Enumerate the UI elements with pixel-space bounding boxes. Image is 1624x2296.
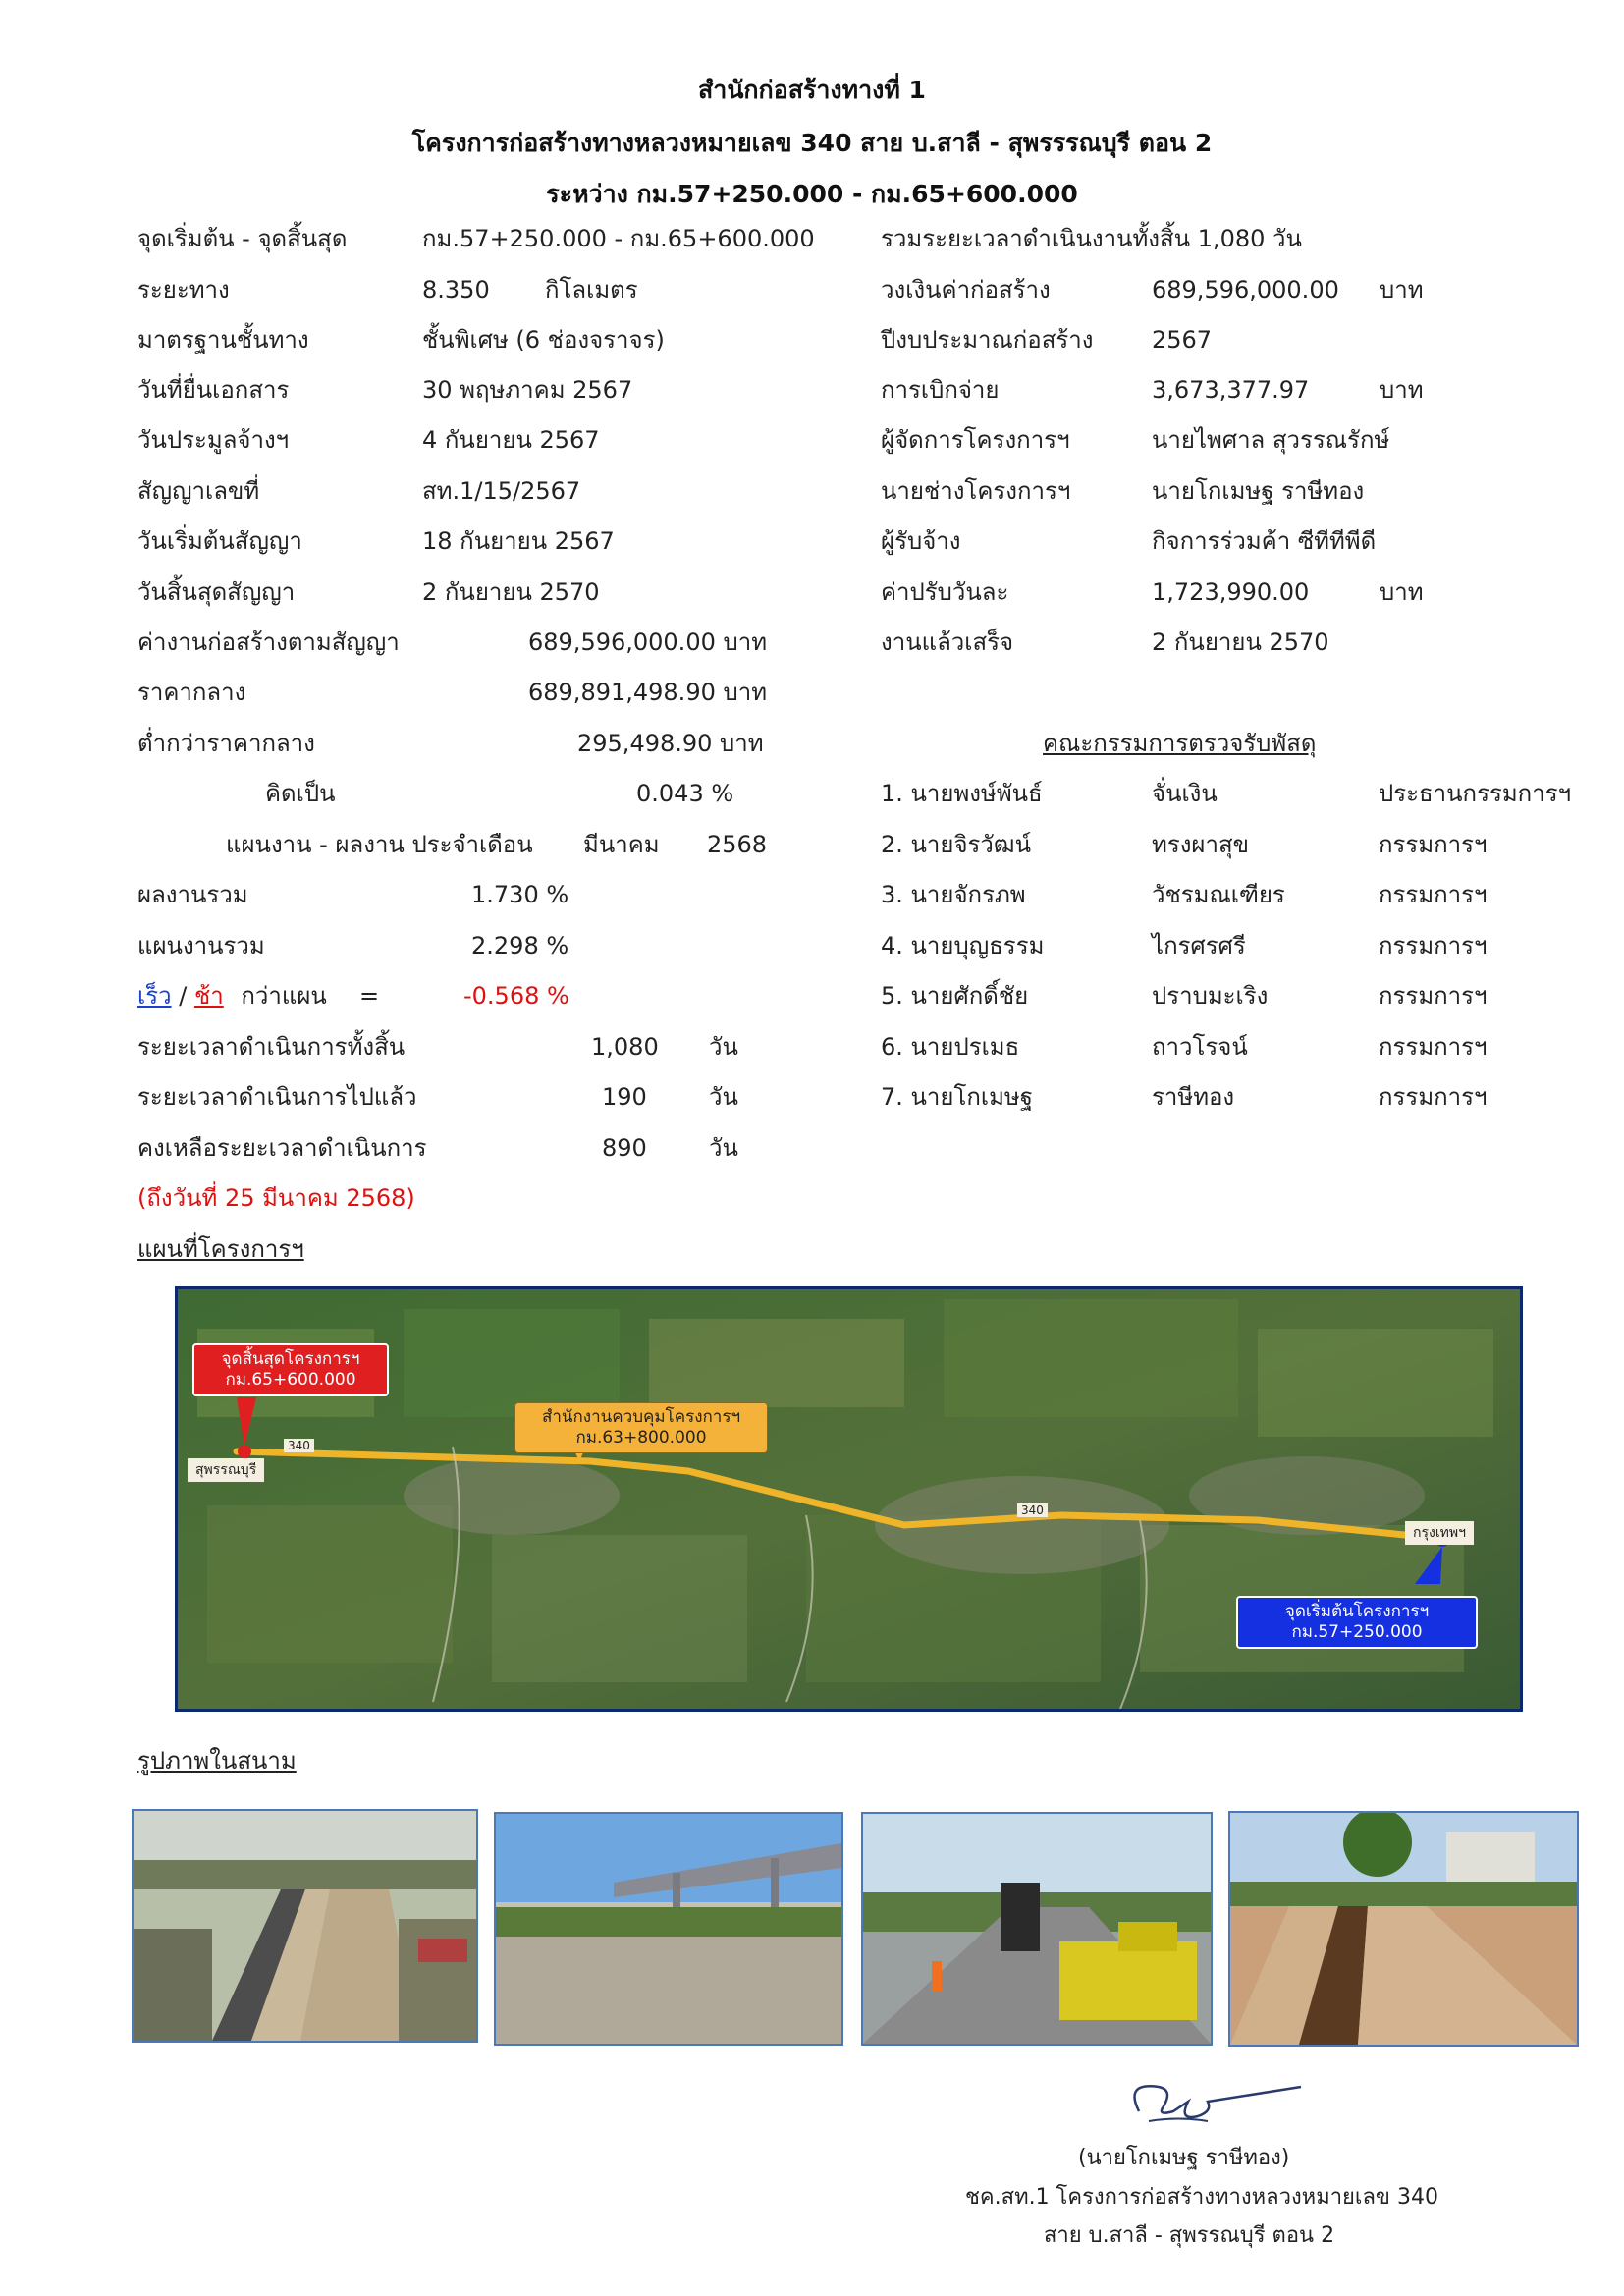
committee-name: 5. นายศักดิ์ชัย [881, 982, 1029, 1010]
duration-unit: วัน [709, 1134, 738, 1162]
committee-surname: ทรงผาสุข [1152, 831, 1250, 858]
info-value: 2 กันยายน 2570 [1152, 629, 1329, 656]
price-value: 295,498.90 บาท [577, 730, 764, 757]
info-label: จุดเริ่มต้น - จุดสิ้นสุด [137, 225, 348, 252]
info-label: วงเงินค่าก่อสร้าง [881, 276, 1051, 303]
committee-role: กรรมการฯ [1379, 1033, 1488, 1061]
route-shield: 340 [284, 1439, 314, 1452]
map-section-title: แผนที่โครงการฯ [137, 1235, 304, 1263]
percent-label: คิดเป็น [265, 780, 336, 807]
info-unit: บาท [1380, 276, 1424, 303]
signature-image [1119, 2062, 1306, 2141]
committee-role: กรรมการฯ [1379, 932, 1488, 959]
info-label: ปีงบประมาณก่อสร้าง [881, 326, 1094, 354]
office-km: กม.63+800.000 [575, 1428, 707, 1448]
info-value: นายโกเมษฐ ราษีทอง [1152, 477, 1365, 505]
diff-row [137, 981, 327, 1011]
plan-value: 2.298 % [471, 932, 569, 959]
duration-value: 190 [602, 1083, 647, 1111]
committee-name: 6. นายปรเมธ [881, 1033, 1020, 1061]
committee-name: 4. นายบุญธรรม [881, 932, 1045, 959]
route-shield: 340 [1017, 1503, 1048, 1517]
info-label: รวมระยะเวลาดำเนินงานทั้งสิ้น 1,080 วัน [881, 225, 1302, 252]
info-value: ชั้นพิเศษ (6 ช่องจราจร) [422, 326, 665, 354]
committee-role: กรรมการฯ [1379, 1083, 1488, 1111]
signer-position: ชค.สท.1 โครงการก่อสร้างทางหลวงหมายเลข 340 [965, 2185, 1438, 2210]
committee-role: กรรมการฯ [1379, 831, 1488, 858]
project-map [175, 1286, 1523, 1712]
info-value: นายไพศาล สุวรรณรักษ์ [1152, 426, 1390, 454]
end-point-label [192, 1343, 389, 1396]
info-label: ผู้รับจ้าง [881, 527, 961, 555]
committee-surname: ถาวโรจน์ [1152, 1033, 1248, 1061]
price-value: 689,891,498.90 บาท [528, 679, 768, 706]
committee-name: 2. นายจิรวัฒน์ [881, 831, 1031, 858]
suphan-direction-label: สุพรรณบุรี [188, 1458, 264, 1482]
committee-name: 3. นายจักรภพ [881, 881, 1026, 908]
info-value: 30 พฤษภาคม 2567 [422, 376, 633, 404]
as-of-date: (ถึงวันที่ 25 มีนาคม 2568) [137, 1184, 415, 1212]
info-value: กิจการร่วมค้า ซีทีทีพีดี [1152, 527, 1377, 555]
result-value: 1.730 % [471, 881, 569, 908]
info-value: 18 กันยายน 2567 [422, 527, 615, 555]
signer-route: สาย บ.สาลี - สุพรรณบุรี ตอน 2 [1044, 2223, 1335, 2248]
info-value: กม.57+250.000 - กม.65+600.000 [422, 225, 815, 252]
info-value: 2 กันยายน 2570 [422, 578, 600, 606]
duration-label: ระยะเวลาดำเนินการไปแล้ว [137, 1083, 417, 1111]
price-value: 689,596,000.00 บาท [528, 629, 768, 656]
signer-name: (นายโกเมษฐ ราษีทอง) [1078, 2146, 1290, 2170]
diff-value: -0.568 % [463, 982, 569, 1010]
result-label: ผลงานรวม [137, 881, 248, 908]
info-label: วันสิ้นสุดสัญญา [137, 578, 296, 606]
duration-label: คงเหลือระยะเวลาดำเนินการ [137, 1134, 427, 1162]
price-label: ราคากลาง [137, 679, 246, 706]
fast-label: เร็ว [137, 982, 172, 1010]
info-value: 4 กันยายน 2567 [422, 426, 600, 454]
info-unit: บาท [1380, 376, 1424, 404]
duration-label: ระยะเวลาดำเนินการทั้งสิ้น [137, 1033, 406, 1061]
slash: / [179, 982, 188, 1010]
bangkok-direction-label: กรุงเทพฯ [1405, 1521, 1474, 1545]
committee-role: กรรมการฯ [1379, 881, 1488, 908]
field-photo-trench [1228, 1811, 1579, 2047]
field-photo-road-milling [861, 1812, 1213, 2046]
monthly-label: แผนงาน - ผลงาน ประจำเดือน [226, 831, 533, 858]
duration-value: 1,080 [591, 1033, 659, 1061]
price-label: ต่ำกว่าราคากลาง [137, 730, 315, 757]
start-point-km: กม.57+250.000 [1291, 1622, 1423, 1642]
info-value: 2567 [1152, 326, 1213, 354]
info-label: วันที่ยื่นเอกสาร [137, 376, 290, 404]
info-value: 3,673,377.97 [1152, 376, 1310, 404]
field-photo-riverbank [494, 1812, 843, 2046]
committee-surname: ราษีทอง [1152, 1083, 1235, 1111]
office-title: สำนักงานควบคุมโครงการฯ [541, 1407, 741, 1427]
committee-name: 7. นายโกเมษฐ [881, 1083, 1033, 1111]
committee-surname: ปราบมะเริง [1152, 982, 1269, 1010]
end-point-km: กม.65+600.000 [225, 1370, 356, 1390]
header-line-3: ระหว่าง กม.57+250.000 - กม.65+600.000 [546, 180, 1078, 208]
info-label: วันเริ่มต้นสัญญา [137, 527, 302, 555]
percent-value: 0.043 % [636, 780, 734, 807]
monthly-year: 2568 [707, 831, 768, 858]
committee-surname: จั่นเงิน [1152, 780, 1218, 807]
info-label: การเบิกจ่าย [881, 376, 1000, 404]
committee-title: คณะกรรมการตรวจรับพัสดุ [1043, 730, 1317, 757]
info-value: 8.350 [422, 276, 490, 303]
header-line-2: โครงการก่อสร้างทางหลวงหมายเลข 340 สาย บ.สาลี - สุพรรรณบุรี ตอน 2 [411, 129, 1213, 157]
info-unit: กิโลเมตร [545, 276, 638, 303]
office-label [514, 1402, 768, 1453]
duration-value: 890 [602, 1134, 647, 1162]
duration-unit: วัน [709, 1083, 738, 1111]
photos-section-title: รูปภาพในสนาม [137, 1747, 297, 1775]
info-value: 1,723,990.00 [1152, 578, 1310, 606]
committee-surname: วัชรมณเฑียร [1152, 881, 1285, 908]
end-point-title: จุดสิ้นสุดโครงการฯ [221, 1349, 360, 1369]
committee-name: 1. นายพงษ์พันธ์ [881, 780, 1043, 807]
info-label: ผู้จัดการโครงการฯ [881, 426, 1070, 454]
than-plan-label: กว่าแผน [241, 982, 327, 1010]
field-photo-aerial [132, 1809, 478, 2043]
start-point-title: จุดเริ่มต้นโครงการฯ [1284, 1602, 1430, 1621]
equals-sign: = [359, 982, 380, 1010]
header-line-1: สำนักก่อสร้างทางที่ 1 [698, 76, 926, 104]
info-label: วันประมูลจ้างฯ [137, 426, 290, 454]
info-label: มาตรฐานชั้นทาง [137, 326, 309, 354]
duration-unit: วัน [709, 1033, 738, 1061]
start-point-label [1236, 1596, 1478, 1649]
info-value: 689,596,000.00 [1152, 276, 1339, 303]
plan-label: แผนงานรวม [137, 932, 265, 959]
info-unit: บาท [1380, 578, 1424, 606]
info-label: งานแล้วเสร็จ [881, 629, 1014, 656]
info-label: นายช่างโครงการฯ [881, 477, 1071, 505]
committee-role: กรรมการฯ [1379, 982, 1488, 1010]
monthly-month: มีนาคม [583, 831, 660, 858]
info-value: สท.1/15/2567 [422, 477, 581, 505]
price-label: ค่างานก่อสร้างตามสัญญา [137, 629, 400, 656]
info-label: ค่าปรับวันละ [881, 578, 1009, 606]
slow-label: ช้า [193, 982, 224, 1010]
info-label: สัญญาเลขที่ [137, 477, 260, 505]
committee-role: ประธานกรรมการฯ [1379, 780, 1572, 807]
info-label: ระยะทาง [137, 276, 230, 303]
committee-surname: ไกรศรศรี [1152, 932, 1246, 959]
